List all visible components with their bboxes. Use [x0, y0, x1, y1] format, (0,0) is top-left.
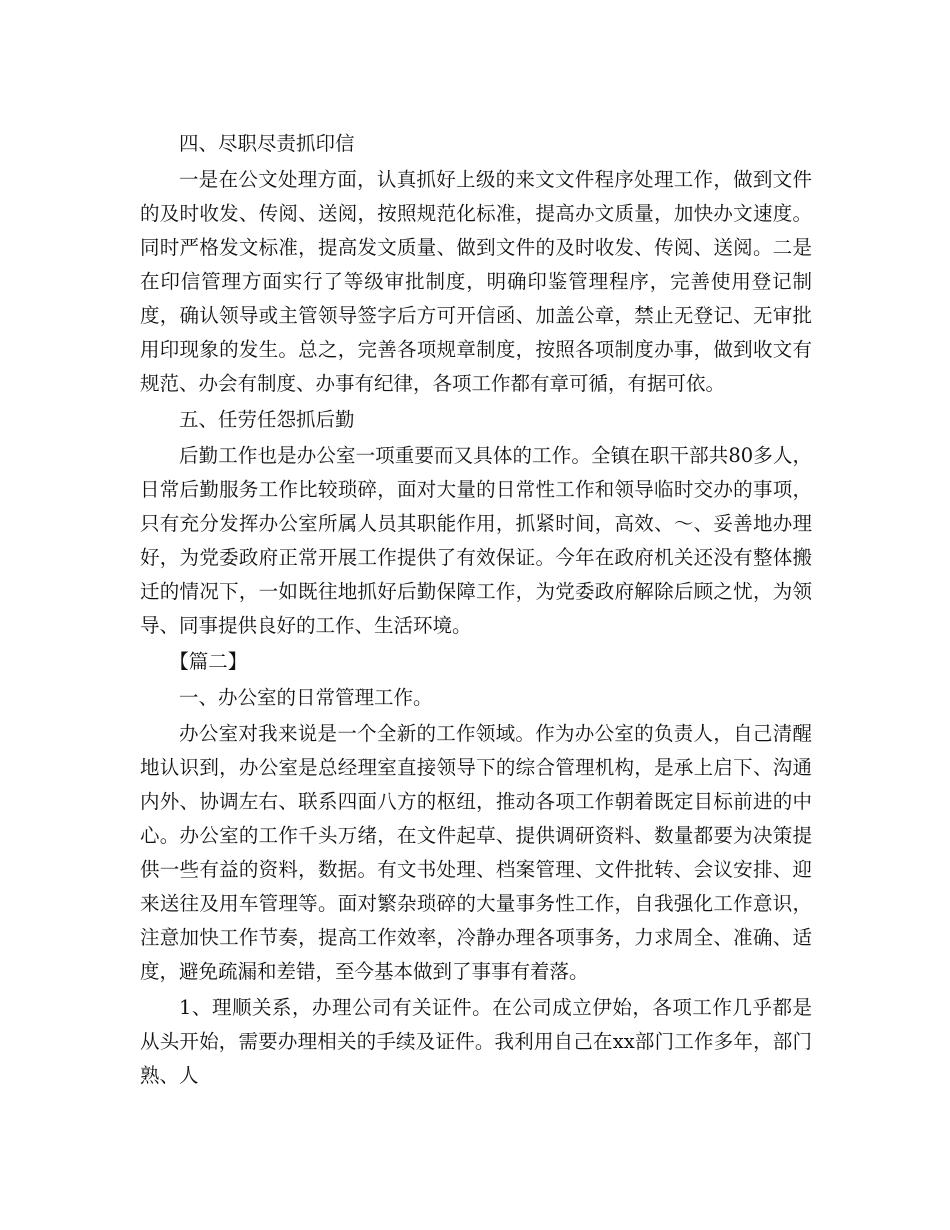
paragraph-seal-management: 一是在公文处理方面，认真抓好上级的来文文件程序处理工作，做到文件的及时收发、传阅、送阅，按照规范化标准，提高办文质量，加快办文速度。同时严格发文标准，提高发文质量、做到文件的及时收发、传阅、送阅。二是在印信管理方面实行了等级审批制度，明确印鉴管理程序，完善使用登记制度，确认领导或主管领导签字后方可开信函、加盖公章，禁止无登记、无审批用印现象的发生。总之，完善各项规章制度，按照各项制度办事，做到收文有规范、办会有制度、办事有纪律，各项工作都有章可循，有据可依。 [140, 168, 812, 395]
section-heading-1: 一、办公室的日常管理工作。 [179, 686, 433, 709]
section-heading-5: 五、任劳任怨抓后勤 [179, 408, 355, 431]
document-body [140, 127, 812, 1095]
part-title-2: 【篇二】 [169, 650, 248, 673]
paragraph-logistics: 后勤工作也是办公室一项重要而又具体的工作。全镇在职干部共80多人，日常后勤服务工作比较琐碎，面对大量的日常性工作和领导临时交办的事项，只有充分发挥办公室所属人员其职能作用，抓紧时间，高效、～、妥善地办理好，为党委政府正常开展工作提供了有效保证。今年在政府机关还没有整体搬迁的情况下，一如既往地抓好后勤保障工作，为党委政府解除后顾之忧，为领导、同事提供良好的工作、生活环境。 [140, 444, 812, 637]
section-heading-4: 四、尽职尽责抓印信 [179, 132, 355, 155]
paragraph-office-management: 办公室对我来说是一个全新的工作领域。作为办公室的负责人，自己清醒地认识到，办公室是总经理室直接领导下的综合管理机构，是承上启下、沟通内外、协调左右、联系四面八方的枢纽，推动各项工作朝着既定目标前进的中心。办公室的工作千头万绪，在文件起草、提供调研资料、数量都要为决策提供一些有益的资料，数据。有文书处理、档案管理、文件批转、会议安排、迎来送往及用车管理等。面对繁杂琐碎的大量事务性工作，自我强化工作意识，注意加快工作节奏，提高工作效率，冷静办理各项事务，力求周全、准确、适度，避免疏漏和差错，至今基本做到了事事有着落。 [140, 722, 812, 983]
paragraph-certificates: 1、理顺关系，办理公司有关证件。在公司成立伊始，各项工作几乎都是从头开始，需要办理相关的手续及证件。我利用自己在xx部门工作多年，部门熟、人 [140, 996, 812, 1087]
